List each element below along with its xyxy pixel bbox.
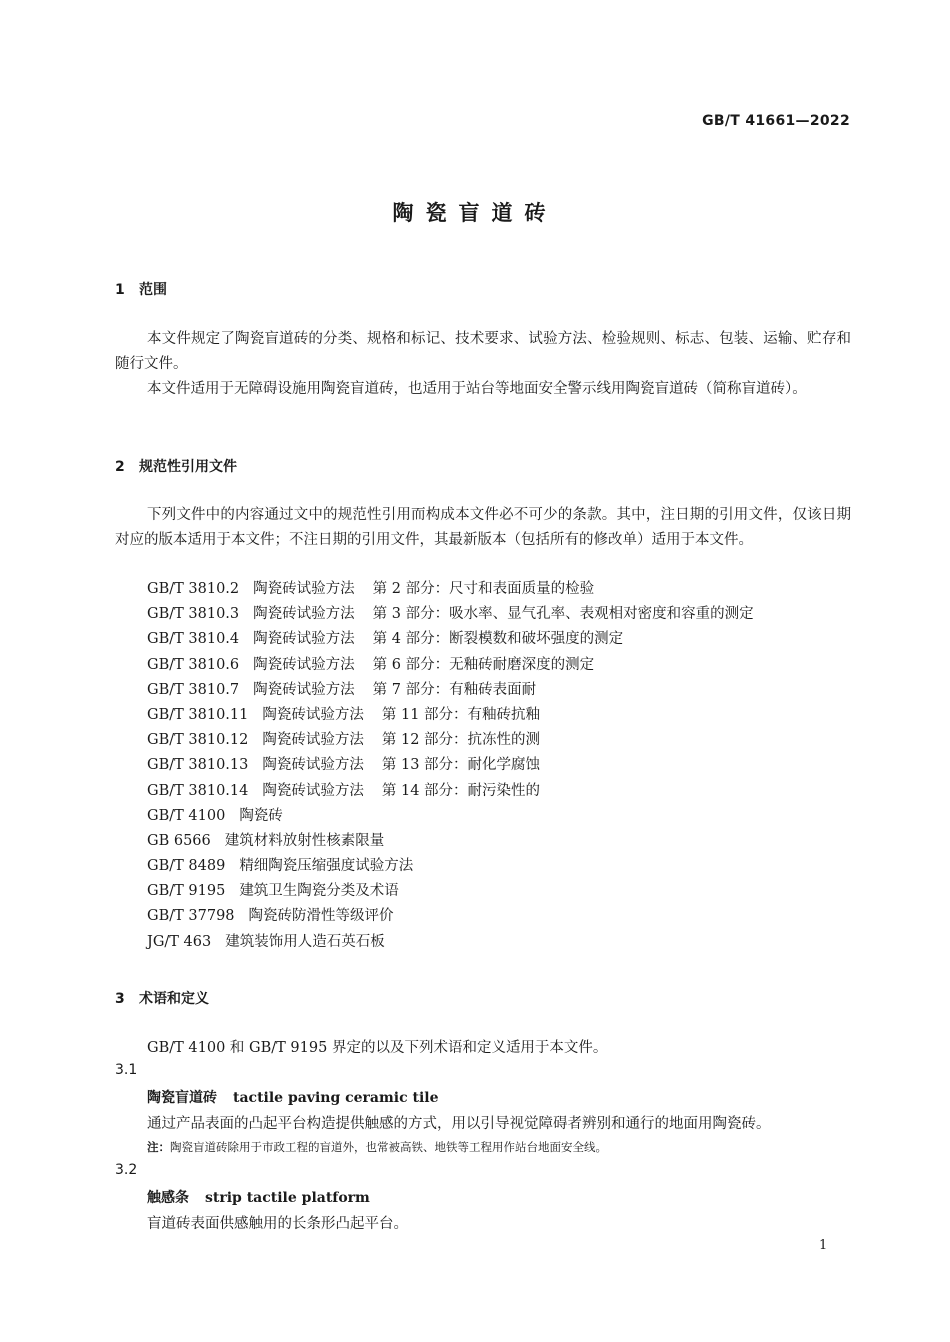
reference-code: GB/T 8489 [147,858,226,875]
reference-part: 第 11 部分：有釉砖抗釉 [381,706,541,723]
reference-item [147,804,754,829]
reference-part: 第 6 部分：无釉砖耐磨深度的测定 [372,656,595,673]
reference-code: GB/T 9195 [147,883,226,900]
section-2-paragraph-1: 下列文件中的内容通过文中的规范性引用而构成本文件必不可少的条款。其中，注日期的引用文件，仅该日期对应的版本适用于本文件；不注日期的引用文件，其最新版本（包括所有的修改单）适用于本文件。 [115,507,851,548]
reference-code: GB 6566 [147,832,211,849]
reference-code: GB/T 3810.13 [147,757,249,774]
reference-item [147,854,754,879]
term-definition: 通过产品表面的凸起平台构造提供触感的方式，用以引导视觉障碍者辨别和通行的地面用陶瓷砖。 [147,1116,771,1132]
reference-part: 第 4 部分：断裂模数和破坏强度的测定 [372,631,624,648]
document-title: 陶瓷盲道砖 [392,201,558,225]
reference-title: 建筑装饰用人造石英石板 [225,933,385,950]
reference-part: 第 3 部分：吸水率、显气孔率、表观相对密度和容重的测定 [372,606,754,623]
reference-title: 建筑材料放射性核素限量 [224,832,385,849]
reference-item [147,879,754,904]
reference-title: 陶瓷砖防滑性等级评价 [248,908,394,925]
term-note [147,1139,607,1155]
term-number: 3.1 [115,1062,138,1078]
term-heading [147,1187,370,1207]
section-number: 1 [115,282,125,298]
note-text: 陶瓷盲道砖除用于市政工程的盲道外，也常被高铁、地铁等工程用作站台地面安全线。 [170,1140,607,1154]
term-number: 3.2 [115,1162,138,1178]
section-1-heading [115,279,167,299]
reference-item [147,678,754,703]
section-1-paragraph-2: 本文件适用于无障碍设施用陶瓷盲道砖，也适用于站台等地面安全警示线用陶瓷盲道砖（简称盲道砖）。 [147,381,807,397]
reference-code: GB/T 3810.2 [147,581,240,597]
reference-code: GB/T 3810.11 [147,706,249,723]
reference-title: 陶瓷砖试验方法 [253,681,355,698]
reference-code: GB/T 3810.6 [147,656,240,673]
reference-part: 第 13 部分：耐化学腐蚀 [381,757,541,774]
reference-item [147,930,754,955]
reference-code: GB/T 3810.3 [147,606,240,623]
reference-title: 精细陶瓷压缩强度试验方法 [239,858,414,875]
reference-title: 陶瓷砖试验方法 [253,656,355,673]
reference-item [147,904,754,929]
reference-part: 第 2 部分：尺寸和表面质量的检验 [372,581,595,597]
term-heading [147,1087,439,1107]
reference-item [147,779,754,804]
section-3-intro: GB/T 4100 和 GB/T 9195 界定的以及下列术语和定义适用于本文件。 [147,1040,608,1056]
term-definition: 盲道砖表面供感触用的长条形凸起平台。 [147,1216,408,1232]
reference-part: 第 14 部分：耐污染性的 [381,782,541,799]
document-number: GB/T 41661—2022 [702,113,850,129]
term-english: strip tactile platform [205,1190,370,1206]
reference-item [147,602,754,627]
reference-code: GB/T 3810.14 [147,782,249,799]
term-chinese: 陶瓷盲道砖 [147,1090,217,1106]
reference-item [147,577,754,602]
section-3-heading [115,988,209,1008]
reference-title: 陶瓷砖试验方法 [262,757,364,774]
reference-title: 陶瓷砖试验方法 [253,606,355,623]
reference-code: JG/T 463 [147,933,212,950]
reference-title: 陶瓷砖试验方法 [253,631,355,648]
section-title: 术语和定义 [139,991,209,1007]
section-title: 范围 [139,282,167,298]
page-number: 1 [819,1238,828,1253]
reference-item [147,703,754,728]
reference-part: 第 12 部分：抗冻性的测 [381,732,541,749]
reference-code: GB/T 4100 [147,807,226,824]
reference-item [147,728,754,753]
reference-title: 陶瓷砖试验方法 [262,782,364,799]
term-chinese: 触感条 [147,1190,189,1206]
reference-title: 陶瓷砖 [239,807,283,824]
reference-item [147,627,754,652]
reference-code: GB/T 3810.12 [147,732,249,749]
normative-references-list [147,577,754,955]
section-title: 规范性引用文件 [139,459,237,475]
term-english: tactile paving ceramic tile [233,1090,439,1106]
section-1-paragraph-1: 本文件规定了陶瓷盲道砖的分类、规格和标记、技术要求、试验方法、检验规则、标志、包装、运输、贮存和随行文件。 [115,331,851,372]
reference-code: GB/T 3810.4 [147,631,240,648]
reference-code: GB/T 3810.7 [147,681,240,698]
note-label: 注： [147,1140,170,1154]
section-2-heading [115,456,237,476]
reference-title: 陶瓷砖试验方法 [262,732,364,749]
reference-item [147,753,754,778]
reference-item [147,829,754,854]
section-number: 3 [115,991,125,1007]
reference-title: 陶瓷砖试验方法 [262,706,364,723]
reference-title: 建筑卫生陶瓷分类及术语 [239,883,399,900]
reference-item [147,653,754,678]
reference-part: 第 7 部分：有釉砖表面耐 [372,681,537,698]
reference-title: 陶瓷砖试验方法 [253,581,355,597]
section-number: 2 [115,459,125,475]
reference-code: GB/T 37798 [147,908,235,925]
